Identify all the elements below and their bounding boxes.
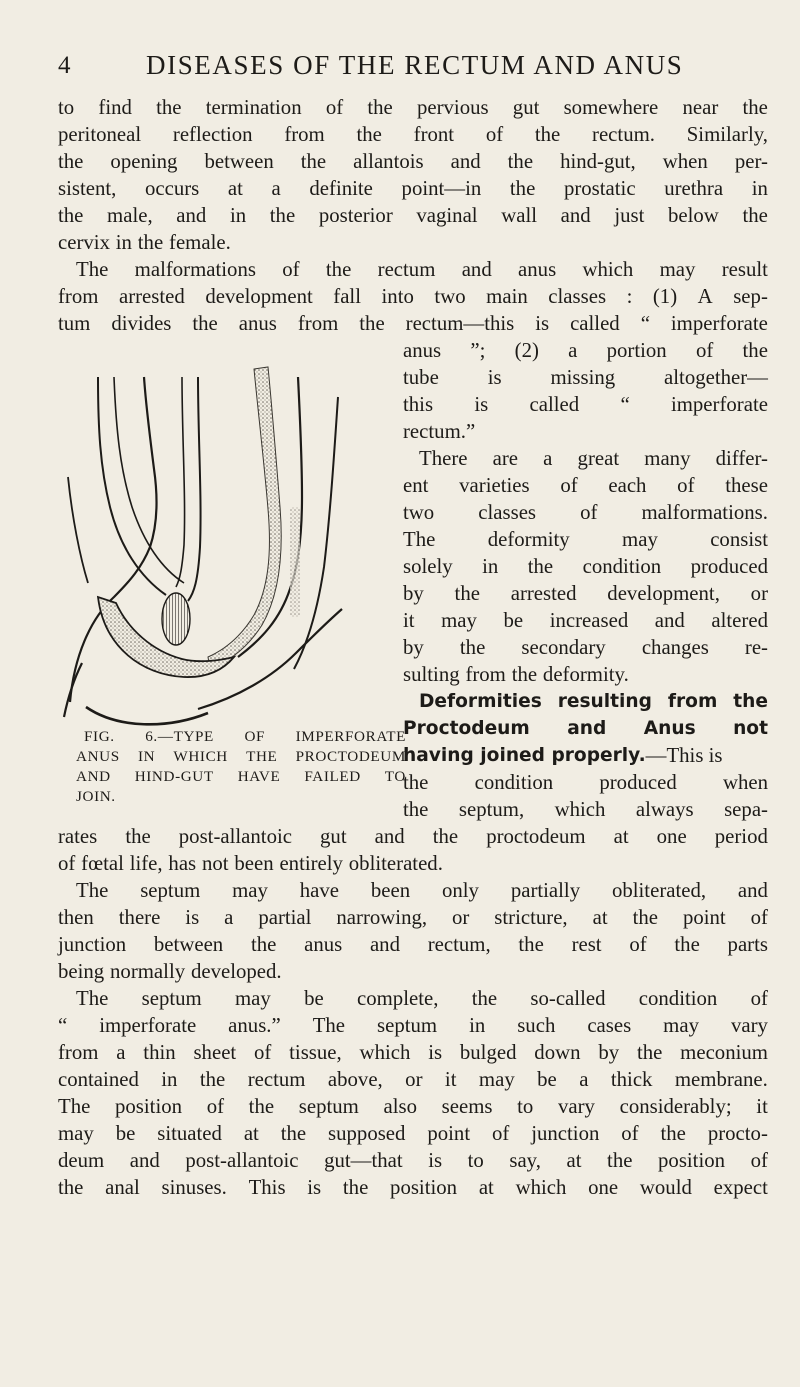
caption-line: JOIN.	[76, 788, 116, 805]
text-line: to find the termination of the pervious gut somewhere near the	[58, 96, 768, 119]
paragraph-start-line: The malformations of the rectum and anus which may result	[76, 258, 768, 281]
text-line	[403, 743, 768, 768]
text-line: peritoneal reflection from the front of the rectum. Similarly,	[58, 123, 768, 146]
stipple-column	[290, 507, 300, 617]
text-line: from arrested development fall into two main classes : (1) A sep-	[58, 285, 768, 308]
caption-line: AND HIND-GUT HAVE FAILED TO	[76, 768, 406, 785]
text-line: sulting from the deformity.	[403, 663, 629, 686]
running-head: DISEASES OF THE RECTUM AND ANUS	[146, 50, 684, 80]
text-line: by the secondary changes re-	[403, 636, 768, 659]
rectum-tube-inner-right	[176, 377, 185, 587]
bottom-arc	[86, 707, 208, 724]
section-heading-line: Deformities resulting from the	[419, 691, 768, 712]
text-line: tube is missing altogether—	[403, 366, 768, 389]
text-line: then there is a partial narrowing, or stricture, at the point of	[58, 906, 768, 929]
text-line: junction between the anus and rectum, the rest of the parts	[58, 933, 768, 956]
text-line: sistent, occurs at a definite point—in the prostatic urethra in	[58, 177, 768, 200]
text-line: from a thin sheet of tissue, which is bulged down by the meconium	[58, 1041, 768, 1064]
text-line: “ imperforate anus.” The septum in such cases may vary	[58, 1014, 768, 1037]
text-line: ent varieties of each of these	[403, 474, 768, 497]
paragraph-start-line: The septum may have been only partially obliterated, and	[76, 879, 768, 902]
text-line: tum divides the anus from the rectum—this is called “ imperforate	[58, 312, 768, 335]
text-line: rates the post-allantoic gut and the proctodeum at one period	[58, 825, 768, 848]
imperforate-anus-illustration	[58, 357, 403, 727]
text-line: the opening between the allantois and the hind-gut, when per-	[58, 150, 768, 173]
text-line: The deformity may consist	[403, 528, 768, 551]
text-fragment: —This is	[645, 744, 723, 767]
figure-caption	[76, 727, 406, 807]
caption-line: FIG. 6.—TYPE OF IMPERFORATE	[84, 728, 406, 745]
text-line: by the arrested development, or	[403, 582, 768, 605]
outer-contour-left	[68, 477, 88, 583]
bottom-fold-left	[64, 663, 82, 717]
caption-line: ANUS IN WHICH THE PROCTODEUM	[76, 748, 406, 765]
text-line: of fœtal life, has not been entirely obliterated.	[58, 852, 443, 875]
text-line: this is called “ imperforate	[403, 393, 768, 416]
text-line: two classes of malformations.	[403, 501, 768, 524]
paragraph-start-line: The septum may be complete, the so-called condition of	[76, 987, 768, 1010]
text-line: being normally developed.	[58, 960, 282, 983]
rectum-tube-right	[188, 377, 201, 601]
sphincter-hatched	[162, 593, 190, 645]
text-line: it may be increased and altered	[403, 609, 768, 632]
text-line: rectum.”	[403, 420, 476, 443]
text-line: cervix in the female.	[58, 231, 231, 254]
text-line: contained in the rectum above, or it may be a thick membrane.	[58, 1068, 768, 1091]
text-line: the condition produced when	[403, 771, 768, 794]
page-header	[58, 50, 758, 86]
text-line: solely in the condition produced	[403, 555, 768, 578]
text-line: deum and post-allantoic gut—that is to say, at the position of	[58, 1149, 768, 1172]
paragraph-start-line: There are a great many differ-	[419, 447, 768, 470]
text-line: the male, and in the posterior vaginal wall and just below the	[58, 204, 768, 227]
figure-6	[58, 357, 403, 742]
gut-wall	[208, 367, 281, 669]
text-line: anus ”; (2) a portion of the	[403, 339, 768, 362]
text-line: the anal sinuses. This is the position at which one would expect	[58, 1176, 768, 1199]
text-line: the septum, which always sepa-	[403, 798, 768, 821]
section-heading-end: having joined properly.	[403, 745, 646, 766]
text-line: may be situated at the supposed point of junction of the procto-	[58, 1122, 768, 1145]
text-line: The position of the septum also seems to vary considerably; it	[58, 1095, 768, 1118]
section-heading-line: Proctodeum and Anus not	[403, 718, 768, 739]
page-number: 4	[58, 52, 71, 79]
